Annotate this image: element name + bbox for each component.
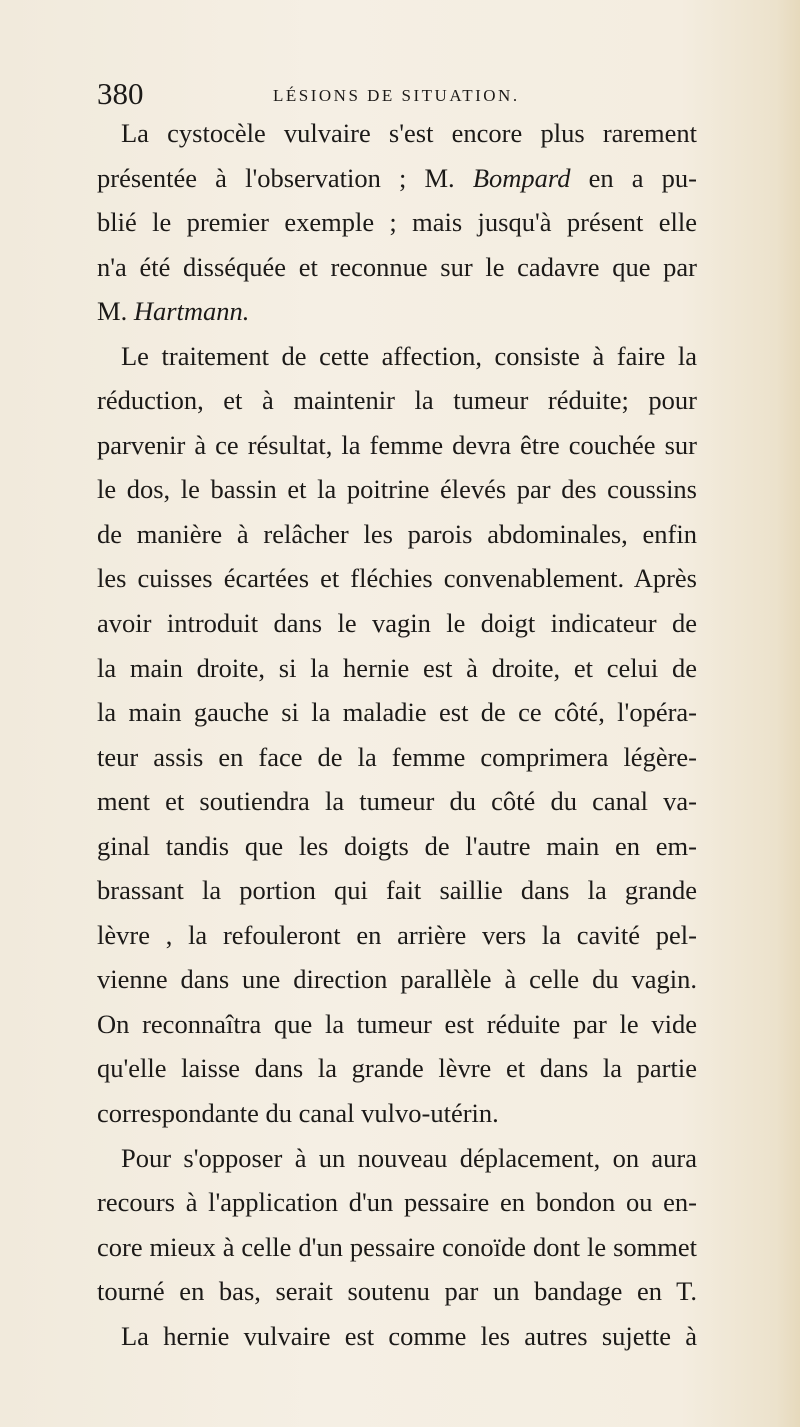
author-name-bompard: Bompard: [472, 162, 571, 193]
text-line-3: blié le premier exemple ; mais jusqu'à présent elle: [97, 207, 697, 238]
body-text: [97, 111, 697, 1358]
text-line-13: la main droite, si la hernie est à droite, et celui de: [97, 652, 697, 683]
text-line-23: correspondante du canal vulvo-utérin.: [97, 1098, 499, 1129]
text-line-28: La hernie vulvaire est comme les autres sujette à: [121, 1320, 697, 1351]
text-line-1: La cystocèle vulvaire s'est encore plus rarement: [121, 118, 697, 148]
text-line-15: teur assis en face de la femme comprimera légère-: [97, 741, 697, 772]
text-line-12: avoir introduit dans le vagin le doigt indicateur de: [97, 608, 697, 639]
text-line-18: brassant la portion qui fait saillie dans la grande: [97, 875, 697, 906]
text-line-21: On reconnaîtra que la tumeur est réduite par le vide: [97, 1008, 697, 1039]
text-line-24: Pour s'opposer à un nouveau déplacement, on aura: [121, 1142, 697, 1173]
text-line-11: les cuisses écartées et fléchies convenablement. Après: [97, 563, 697, 594]
text-line-7: réduction, et à maintenir la tumeur réduite; pour: [97, 385, 697, 416]
text-line-25: recours à l'application d'un pessaire en bondon ou en-: [97, 1187, 697, 1218]
text-line-22: qu'elle laisse dans la grande lèvre et dans la partie: [97, 1053, 697, 1084]
text-line-4: n'a été disséquée et reconnue sur le cadavre que par: [97, 251, 697, 282]
text-line-8: parvenir à ce résultat, la femme devra être couchée sur: [97, 429, 697, 460]
text-line-20: vienne dans une direction parallèle à celle du vagin.: [97, 964, 697, 995]
text-line-6: Le traitement de cette affection, consiste à faire la: [121, 340, 697, 371]
text-line-2: présentée à l'observation ; M. Bompard en a pu-: [97, 162, 697, 193]
text-line-16: ment et soutiendra la tumeur du côté du canal va-: [97, 786, 697, 817]
text-line-5: M. Hartmann.: [97, 296, 250, 327]
text-line-17: ginal tandis que les doigts de l'autre main en em-: [97, 830, 697, 861]
text-line-26: core mieux à celle d'un pessaire conoïde dont le sommet: [97, 1231, 697, 1262]
text-line-9: le dos, le bassin et la poitrine élevés par des coussins: [97, 474, 697, 505]
text-line-14: la main gauche si la maladie est de ce côté, l'opéra-: [97, 697, 697, 728]
running-head: LÉSIONS DE SITUATION.: [273, 86, 520, 105]
text-line-19: lèvre , la refouleront en arrière vers la cavité pel-: [97, 919, 697, 950]
text-line-10: de manière à relâcher les parois abdominales, enfin: [97, 518, 697, 549]
text-line-27: tourné en bas, serait soutenu par un bandage en T.: [97, 1276, 697, 1307]
page-number: 380: [97, 76, 144, 111]
page-header: [97, 74, 697, 114]
author-name-hartmann: Hartmann.: [133, 296, 250, 327]
